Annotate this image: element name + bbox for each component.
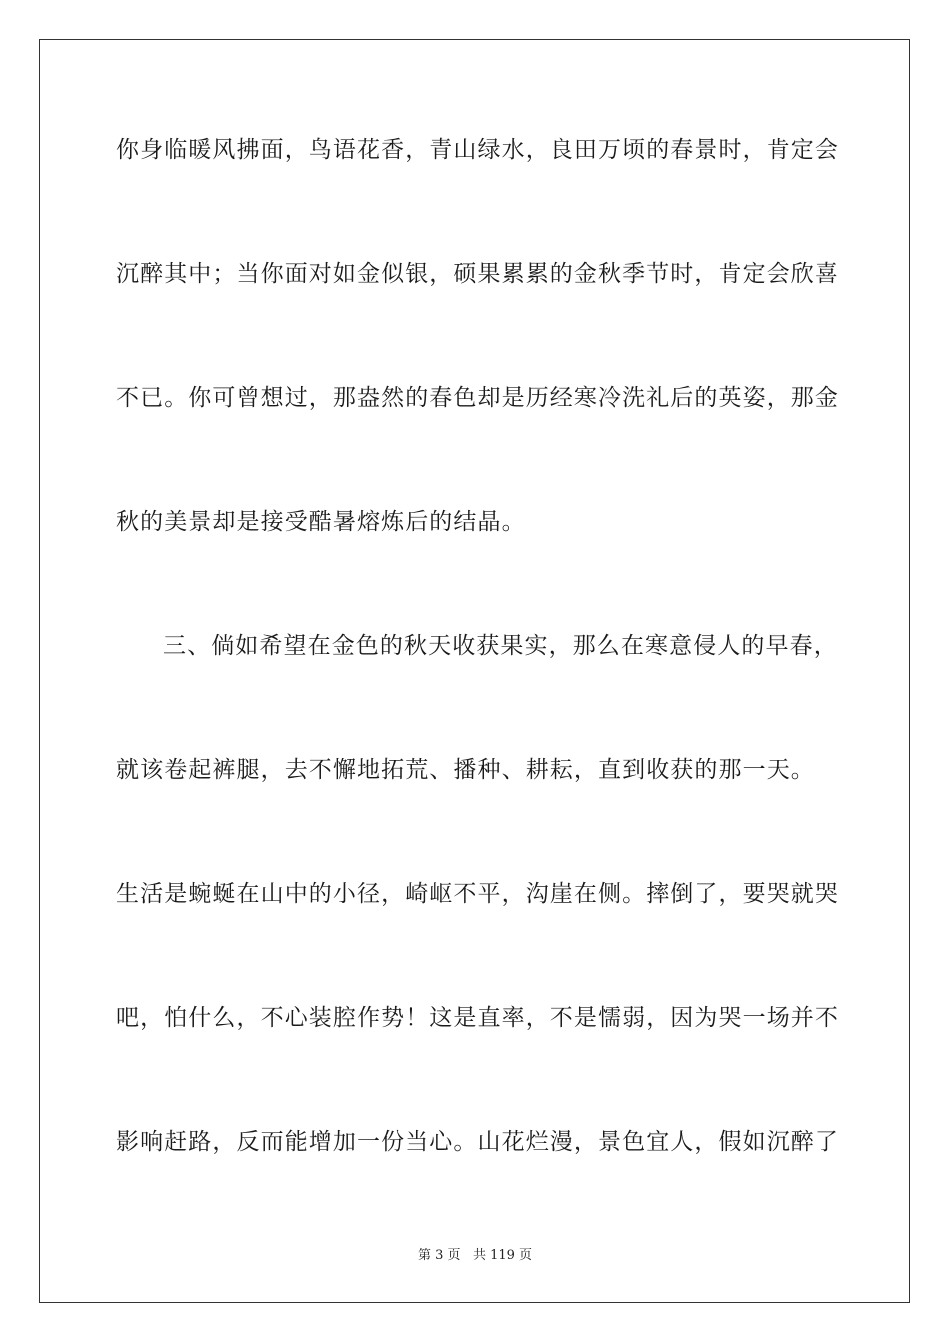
page-frame bbox=[39, 39, 910, 1303]
body-text-line-8: 吧，怕什么，不心装腔作势！这是直率，不是懦弱，因为哭一场并不 bbox=[116, 1005, 839, 1031]
body-text-line-6: 就该卷起裤腿，去不懈地拓荒、播种、耕耘，直到收获的那一天。 bbox=[116, 757, 815, 783]
body-text-line-5: 三、倘如希望在金色的秋天收获果实，那么在寒意侵人的早春， bbox=[163, 633, 838, 659]
total-pages: 共 119 页 bbox=[472, 1248, 533, 1263]
body-text-line-3: 不已。你可曾想过，那盎然的春色却是历经寒冷洗礼后的英姿，那金 bbox=[116, 385, 839, 411]
body-text-line-2: 沉醉其中；当你面对如金似银，硕果累累的金秋季节时，肯定会欣喜 bbox=[116, 261, 839, 287]
body-text-line-9: 影响赶路，反而能增加一份当心。山花烂漫，景色宜人，假如沉醉了 bbox=[116, 1129, 839, 1155]
body-text-line-4: 秋的美景却是接受酷暑熔炼后的结晶。 bbox=[116, 509, 526, 535]
page-number: 第 3 页 bbox=[417, 1248, 461, 1263]
page-footer bbox=[0, 1247, 950, 1265]
body-text-line-1: 你身临暖风拂面，鸟语花香，青山绿水，良田万顷的春景时，肯定会 bbox=[116, 137, 839, 163]
body-text-line-7: 生活是蜿蜒在山中的小径，崎岖不平，沟崖在侧。摔倒了，要哭就哭 bbox=[116, 881, 839, 907]
